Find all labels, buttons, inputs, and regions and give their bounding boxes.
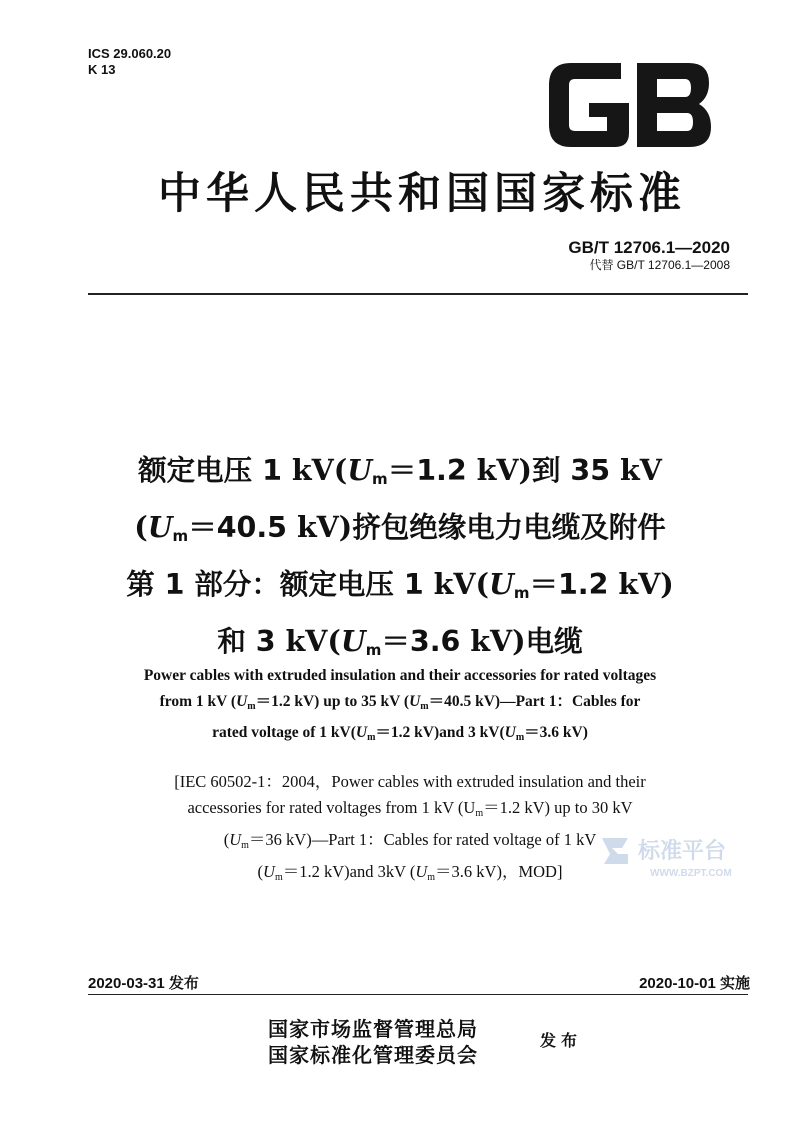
chinese-title-line-2: ($U_m=40.5$ kV)挤包绝缘电力电缆及附件 (134, 510, 666, 545)
chinese-title-line-4: 和 3 $kV(U_m=3.6$ kV)电缆 (217, 624, 583, 659)
english-title-line-2: from 1 kV ($U_m=1.2$ kV) up to 35 kV ($U_m=40.5$ kV)—Part 1：Cables for (159, 693, 641, 712)
watermark-text: 标准平台 (638, 839, 727, 864)
watermark-url: WWW.BZPT.COM (650, 868, 732, 879)
watermark-logo-icon (598, 832, 634, 868)
national-standard-title: 中华人民共和国国家标准 (158, 169, 686, 219)
replaces-standard: 代替 GB/T 12706.1—2008 (589, 258, 730, 272)
english-title (80, 663, 720, 751)
ccs-code: K 13 (88, 62, 116, 77)
authority-sac: 国家标准化管理委员会 (268, 1043, 478, 1067)
authority-samr: 国家市场监督管理总局 (268, 1017, 478, 1041)
implementation-date: 2020-10-01 实施 (639, 975, 750, 992)
watermark (598, 828, 733, 890)
ics-code: ICS 29.060.20 (88, 46, 172, 61)
standard-number-block (568, 238, 730, 273)
issuing-authorities (268, 1016, 478, 1068)
iec-reference-line-4: ($U_m=1.2$ kV)and 3kV ($U_m=3.6$ kV)，MOD] (257, 862, 563, 883)
english-title-line-1: Power cables with extruded insulation and their accessories for rated voltages (143, 667, 657, 684)
header-divider (88, 293, 748, 295)
gb-logo-icon (543, 55, 715, 155)
classification-codes (88, 46, 171, 78)
iec-reference-line-1: [IEC 60502-1：2004，Power cables with extruded insulation and their (174, 772, 646, 791)
chinese-title-line-1: 额定电压 1 $kV(U_m=1.2$ kV)到 35 kV (138, 453, 662, 488)
standard-number: GB/T 12706.1—2020 (568, 238, 730, 257)
chinese-title-line-3: 第 1 部分：额定电压 1 $kV(U_m=1.2$ kV) (126, 567, 674, 602)
issue-date: 2020-03-31 发布 (88, 975, 199, 992)
footer-divider (88, 994, 748, 995)
english-title-line-3: rated voltage of 1 $kV(U_m=1.2$ kV)and 3 $kV(U_m=3.6$ kV) (212, 724, 588, 743)
iec-reference-line-2: accessories for rated voltages from 1 kV ($U_m=1.2$ kV) up to 30 kV (187, 798, 633, 819)
chinese-title (60, 446, 740, 674)
iec-reference-line-3: ($U_m=36$ kV)—Part 1：Cables for rated voltage of 1 kV (223, 830, 597, 851)
publish-label: 发布 (540, 1031, 583, 1050)
